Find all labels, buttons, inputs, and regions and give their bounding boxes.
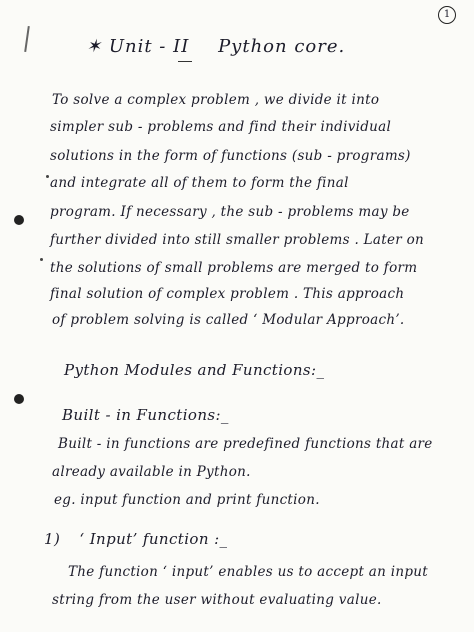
paragraph-line: Built - in functions are predefined functions that are <box>58 436 433 452</box>
stray-dot <box>40 258 43 261</box>
paragraph-line: To solve a complex problem , we divide it into <box>52 92 380 108</box>
item-number: 1) <box>44 530 61 548</box>
title-unit: Unit - II <box>108 36 190 57</box>
binder-hole <box>14 215 24 225</box>
paragraph-line: of problem solving is called ‘ Modular Approach’. <box>52 312 405 328</box>
paragraph-line: string from the user without evaluating value. <box>52 592 382 608</box>
binder-hole <box>14 394 24 404</box>
paragraph-line: simpler sub - problems and find their individual <box>50 119 392 135</box>
margin-mark <box>24 26 30 52</box>
page-title <box>86 38 345 56</box>
paragraph-line: further divided into still smaller problems . Later on <box>50 232 425 248</box>
paragraph-line: and integrate all of them to form the final <box>50 175 349 191</box>
stray-dot <box>46 175 49 178</box>
section-heading: Python Modules and Functions:_ <box>64 361 325 379</box>
title-star-icon: ✶ <box>86 36 103 57</box>
title-topic: Python core. <box>218 36 346 57</box>
paragraph-line: eg. input function and print function. <box>54 492 320 508</box>
item-title: ‘ Input’ function :_ <box>79 530 228 548</box>
paragraph-line: the solutions of small problems are merged to form <box>50 260 418 276</box>
paragraph-line: final solution of complex problem . This approach <box>50 286 405 302</box>
paragraph-line: solutions in the form of functions (sub - programs) <box>50 148 411 164</box>
title-underline <box>178 61 192 62</box>
paragraph-line: The function ‘ input’ enables us to accept an input <box>68 564 429 580</box>
subheading-built-in: Built - in Functions:_ <box>62 406 229 424</box>
item-heading-input <box>44 532 227 547</box>
paragraph-line: program. If necessary , the sub - problems may be <box>50 204 410 220</box>
paragraph-line: already available in Python. <box>52 464 251 480</box>
page-number: 1 <box>438 6 456 24</box>
